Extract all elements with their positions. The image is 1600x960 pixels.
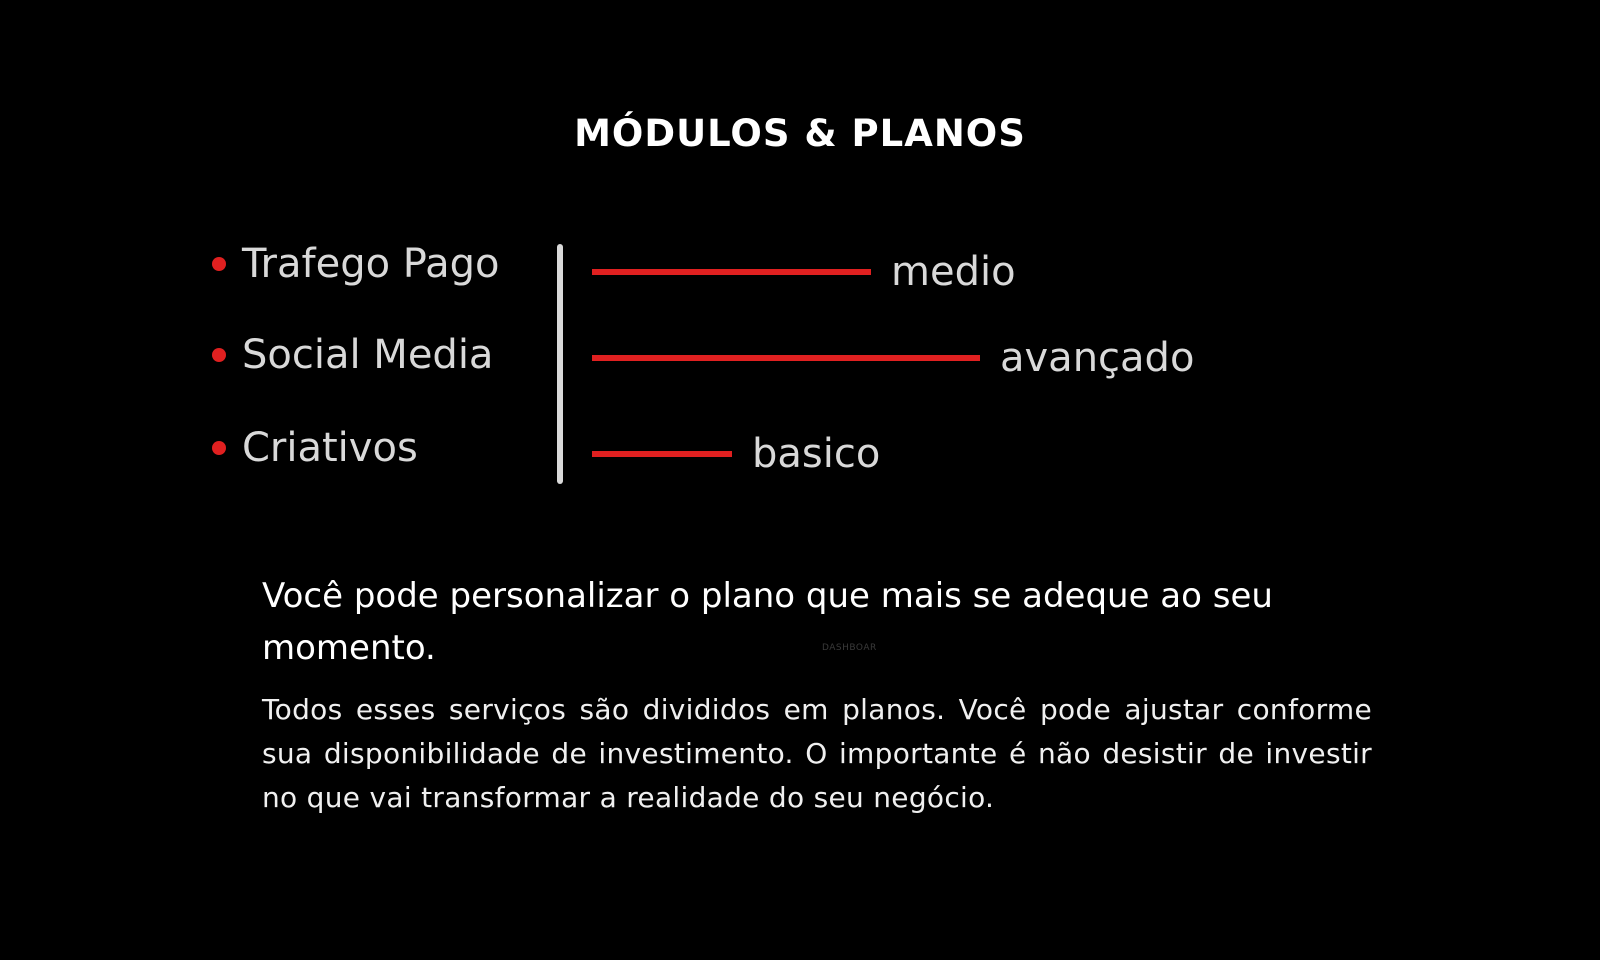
red-dot-icon: [212, 257, 226, 271]
module-label: Criativos: [242, 425, 418, 471]
vertical-divider: [557, 244, 563, 484]
level-row-criativos: [592, 431, 881, 477]
headline: Você pode personalizar o plano que mais se adeque ao seu momento.: [262, 576, 1273, 668]
watermark: DASHBOAR: [822, 643, 877, 653]
page-title: MÓDULOS & PLANOS: [574, 112, 1026, 155]
red-dot-icon: [212, 348, 226, 362]
module-label: Trafego Pago: [242, 241, 500, 287]
level-row-trafego-pago: [592, 249, 1016, 295]
level-label: basico: [752, 431, 881, 477]
level-bar: [592, 355, 980, 361]
red-dot-icon: [212, 441, 226, 455]
body-paragraph: Todos esses serviços são divididos em planos. Você pode ajustar conforme sua disponibilidade de investimento. O importante é não desistir de investir no que vai transformar a realidade do seu negócio.: [262, 693, 1372, 814]
module-label: Social Media: [242, 332, 494, 378]
level-row-social-media: [592, 335, 1195, 381]
module-item-criativos: [212, 425, 418, 471]
level-label: medio: [891, 249, 1016, 295]
level-label: avançado: [1000, 335, 1195, 381]
level-bar: [592, 269, 871, 275]
module-item-trafego-pago: [212, 241, 500, 287]
level-bar: [592, 451, 732, 457]
module-item-social-media: [212, 332, 494, 378]
